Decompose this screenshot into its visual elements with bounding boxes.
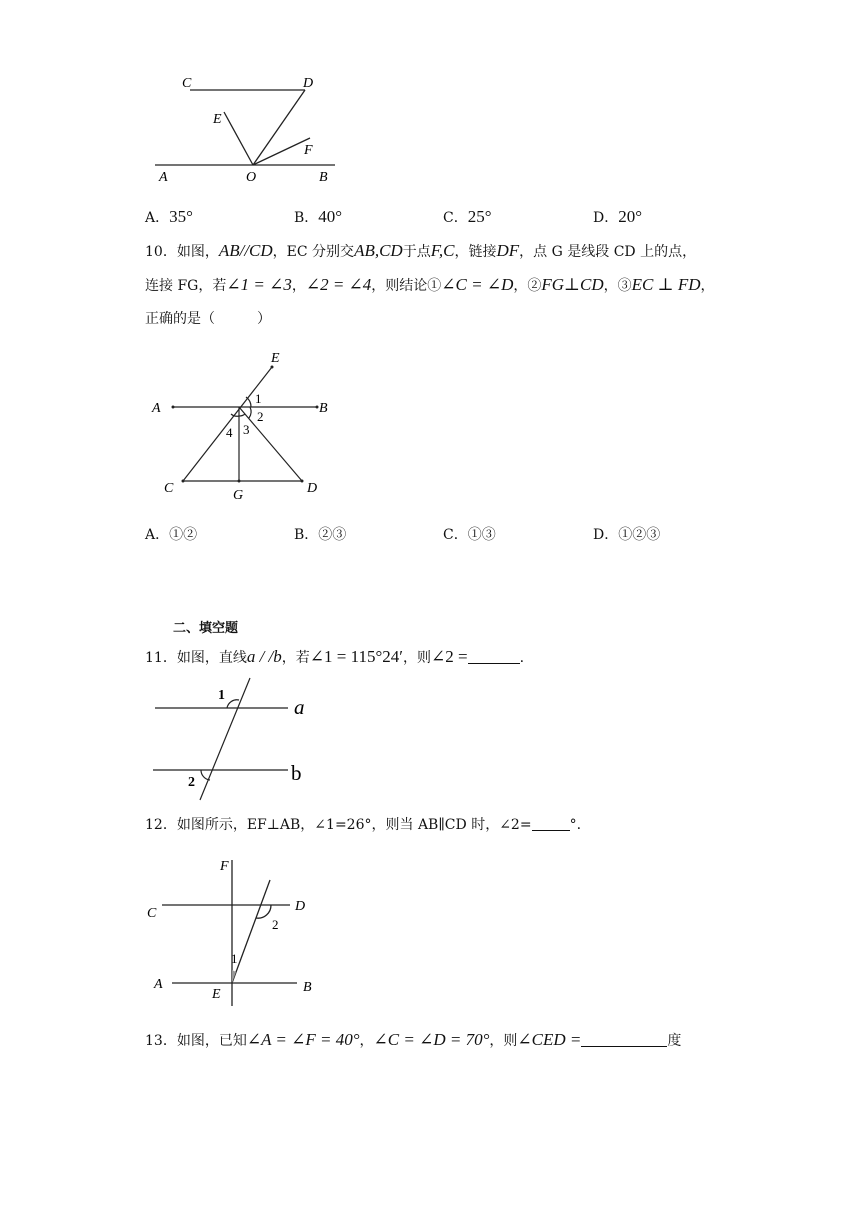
q12-label-c: C	[147, 906, 157, 921]
q11-label-1: 1	[218, 688, 225, 703]
q10-label-b: B	[319, 401, 328, 416]
q10-text: ，EC 分别交	[272, 244, 355, 260]
q10-option-a	[145, 524, 197, 544]
q10-option-c	[443, 524, 496, 544]
q9-option-c	[443, 207, 492, 227]
q10-expr-ab-cd: AB//CD	[218, 241, 273, 260]
q12-label-b: B	[303, 980, 312, 995]
q10-label-a: A	[152, 401, 161, 416]
q10-line-1	[145, 241, 696, 262]
q12-label-a: A	[154, 977, 163, 992]
q10-conclusion-2: FG⊥CD	[541, 275, 604, 294]
q11-text: ，则	[403, 650, 431, 666]
q10-conclusion-3: EC ⊥ FD	[631, 275, 701, 294]
q11-label-2: 2	[188, 775, 195, 790]
q11-line-1	[145, 647, 524, 668]
q10-label-1: 1	[255, 391, 262, 406]
option-letter: B．	[294, 210, 319, 226]
q11-label-a: a	[294, 695, 305, 719]
q12-text: °.	[569, 817, 582, 833]
q10-label-c: C	[164, 481, 174, 496]
q10-text: ，	[291, 278, 306, 294]
q11-label-b: b	[291, 761, 302, 785]
q10-label-e: E	[271, 351, 280, 366]
q10-label-3: 3	[243, 422, 250, 437]
q10-text: ，	[700, 278, 715, 294]
q13-text: ，则	[489, 1033, 518, 1049]
option-letter: B．	[294, 527, 319, 543]
option-letter: D．	[593, 210, 619, 226]
q9-label-b: B	[319, 170, 328, 185]
option-value: ①③	[467, 527, 496, 543]
q10-option-d	[593, 524, 660, 544]
q10-figure	[140, 345, 340, 505]
q10-number: 10．如图，	[145, 244, 219, 260]
q11-expr-angle-1: ∠1 = 115°24′	[309, 647, 403, 666]
option-letter: A．	[145, 210, 170, 226]
option-value: 35°	[169, 207, 193, 226]
q13-line-1	[145, 1030, 681, 1051]
q10-option-b	[294, 524, 346, 544]
option-value: ①②	[169, 527, 198, 543]
option-letter: C．	[443, 527, 468, 543]
q10-text: ，③	[603, 278, 632, 294]
q12-label-2: 2	[272, 917, 279, 932]
q11-text: .	[519, 650, 525, 666]
q10-text: ，点 G 是线段 CD 上的点，	[519, 244, 697, 260]
q11-answer-blank[interactable]	[468, 648, 520, 664]
q10-text: 连接 FG，若	[145, 278, 227, 294]
q11-number: 11．如图，直线	[145, 650, 247, 666]
q10-text: 于点	[402, 244, 431, 260]
option-value: ①②③	[618, 527, 661, 543]
q9-figure	[140, 68, 350, 188]
q9-label-c: C	[182, 76, 192, 91]
q12-line-1	[145, 815, 581, 835]
q10-condition-2: ∠2 = ∠4	[305, 275, 372, 294]
q12-text: 12．如图所示，EF⊥AB，∠1=26°，则当 AB∥CD 时，∠2=	[145, 817, 532, 833]
q11-figure	[145, 672, 325, 804]
q12-label-1: 1	[231, 951, 238, 966]
q13-expr-c-d: ∠C = ∠D = 70°	[373, 1030, 490, 1049]
option-letter: A．	[145, 527, 170, 543]
q12-answer-blank[interactable]	[532, 815, 570, 831]
q9-label-a: A	[159, 170, 168, 185]
q10-expr-f-c: F,C	[430, 241, 455, 260]
q9-option-d	[593, 207, 642, 227]
q11-expr-a-parallel-b: a / /b	[246, 647, 282, 666]
q10-label-4: 4	[226, 425, 233, 440]
q9-label-e: E	[213, 112, 222, 127]
q11-text: ，若	[281, 650, 310, 666]
q12-label-e: E	[212, 987, 221, 1002]
q10-text: 正确的是（ ）	[145, 311, 271, 327]
q10-line-2	[145, 275, 715, 296]
q9-label-f: F	[304, 143, 313, 158]
q13-answer-blank[interactable]	[581, 1031, 667, 1047]
option-value: 40°	[318, 207, 343, 226]
q10-line-3	[145, 309, 271, 329]
q10-expr-ab-cd-2: AB,CD	[354, 241, 403, 260]
q10-label-d: D	[307, 481, 318, 496]
q13-expr-ced: ∠CED =	[517, 1030, 582, 1049]
q10-label-g: G	[233, 488, 244, 503]
q9-option-a	[145, 207, 193, 227]
q10-condition-1: ∠1 = ∠3	[226, 275, 292, 294]
q13-expr-a-f: ∠A = ∠F = 40°	[246, 1030, 360, 1049]
option-letter: C．	[443, 210, 468, 226]
q12-label-f: F	[220, 859, 229, 874]
q12-figure	[140, 850, 340, 1010]
option-letter: D．	[593, 527, 619, 543]
q10-label-2: 2	[257, 409, 264, 424]
q9-label-d: D	[303, 76, 314, 91]
q10-expr-df: DF	[496, 241, 520, 260]
option-value: 20°	[618, 207, 643, 226]
section-heading-fill-in: 二、填空题	[173, 621, 239, 636]
q10-text: ，则结论①	[371, 278, 442, 294]
q9-option-b	[294, 207, 342, 227]
option-value: ②③	[318, 527, 347, 543]
q10-text: ，②	[513, 278, 542, 294]
q10-text: ，链接	[454, 244, 497, 260]
q10-conclusion-1: ∠C = ∠D	[441, 275, 514, 294]
q12-label-d: D	[295, 899, 306, 914]
q9-label-o: O	[246, 170, 257, 185]
q13-text: 度	[667, 1033, 682, 1049]
q13-text: ，	[359, 1033, 374, 1049]
option-value: 25°	[467, 207, 492, 226]
q11-expr-angle-2: ∠2 =	[431, 647, 468, 666]
q13-number: 13．如图，已知	[145, 1033, 247, 1049]
